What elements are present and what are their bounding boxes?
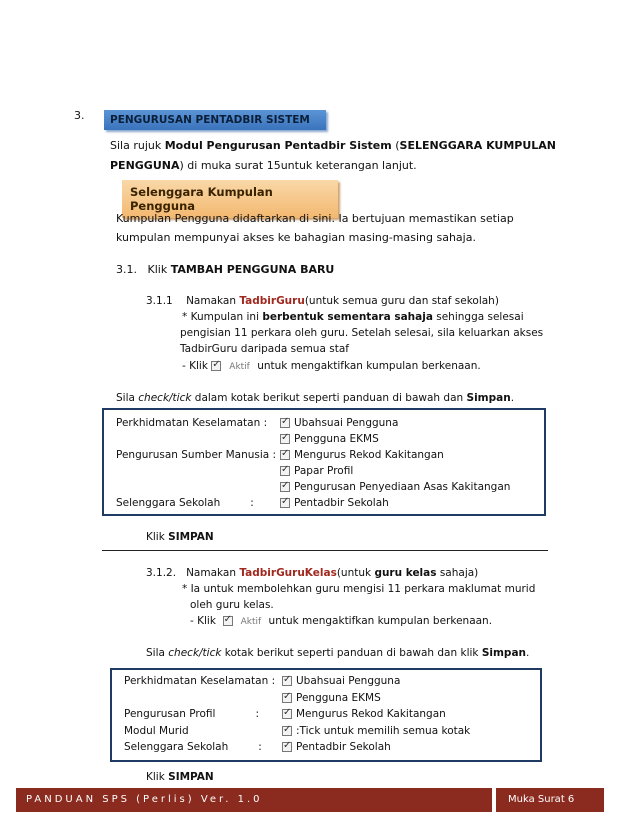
instruction-2: Sila check/tick kotak berikut seperti panduan di bawah dan klik Simpan. — [146, 647, 530, 659]
permission-category: Perkhidmatan Keselamatan : — [116, 417, 268, 429]
aktif-label: Aktif — [229, 362, 250, 372]
permission-option: :Tick untuk memilih semua kotak — [296, 724, 471, 737]
permission-row — [124, 674, 400, 688]
divider — [102, 550, 548, 551]
footer-page-number: Muka Surat 6 — [496, 788, 604, 812]
step-3-1: 3.1. Klik TAMBAH PENGGUNA BARU — [116, 263, 335, 276]
permission-row — [116, 496, 389, 510]
section-intro-line2: PENGGUNA) di muka surat 15untuk keterangan lanjut. — [110, 159, 417, 172]
permission-option: Pentadbir Sekolah — [296, 741, 391, 753]
permission-checkbox[interactable] — [282, 693, 292, 703]
permission-category: Selenggara Sekolah : — [116, 497, 254, 509]
aktif-checkbox[interactable] — [211, 361, 221, 371]
permissions-box-2 — [110, 668, 542, 762]
permission-checkbox[interactable] — [280, 434, 290, 444]
permission-row — [116, 448, 444, 462]
permission-category: Selenggara Sekolah : — [124, 741, 262, 753]
permission-checkbox[interactable] — [282, 676, 292, 686]
step-3-1-1-line3: pengisian 11 perkara oleh guru. Setelah selesai, sila keluarkan akses — [180, 327, 544, 339]
permission-option: Mengurus Rekod Kakitangan — [294, 449, 444, 461]
section-intro-line1: Sila rujuk Modul Pengurusan Pentadbir Sistem (SELENGGARA KUMPULAN — [110, 139, 556, 152]
permission-row — [116, 480, 510, 494]
permission-row — [116, 416, 398, 430]
permission-checkbox[interactable] — [280, 418, 290, 428]
permission-checkbox[interactable] — [282, 726, 292, 736]
permission-row — [124, 691, 381, 705]
footer-title: PANDUAN SPS (Perlis) Ver. 1.0 — [16, 788, 492, 812]
permission-checkbox[interactable] — [280, 482, 290, 492]
permission-checkbox[interactable] — [280, 466, 290, 476]
permission-row — [116, 432, 379, 446]
subsection-desc-line2: kumpulan mempunyai akses ke bahagian masing-masing sahaja. — [116, 231, 476, 244]
klik-simpan-1: Klik SIMPAN — [146, 531, 214, 543]
permission-checkbox[interactable] — [280, 450, 290, 460]
permission-category: Modul Murid — [124, 724, 189, 737]
step-3-1-2-note2: oleh guru kelas. — [190, 599, 274, 611]
step-3-1-1-note: * Kumpulan ini berbentuk sementara sahaja sehingga selesai — [182, 311, 524, 323]
step-3-1-2: 3.1.2. Namakan TadbirGuruKelas(untuk guru kelas sahaja) — [146, 567, 479, 579]
permission-category: Pengurusan Sumber Manusia : — [116, 449, 277, 461]
section-number: 3. — [74, 109, 85, 122]
aktif-checkbox[interactable] — [223, 616, 233, 626]
permission-option: Pentadbir Sekolah — [294, 497, 389, 509]
subsection-desc-line1: Kumpulan Pengguna didaftarkan di sini. Ia bertujuan memastikan setiap — [116, 212, 514, 225]
permission-checkbox[interactable] — [282, 709, 292, 719]
step-3-1-2-klik: - Klik ✓ Aktif untuk mengaktifkan kumpulan berkenaan. — [190, 614, 492, 629]
permission-option: Mengurus Rekod Kakitangan — [296, 708, 446, 720]
permission-option: Pengguna EKMS — [296, 691, 381, 704]
permission-checkbox[interactable] — [282, 742, 292, 752]
permission-category: Perkhidmatan Keselamatan : — [124, 675, 276, 687]
permission-option: Papar Profil — [294, 465, 354, 477]
section-title: PENGURUSAN PENTADBIR SISTEM — [104, 110, 326, 130]
permission-option: Pengurusan Penyediaan Asas Kakitangan — [294, 481, 511, 493]
step-3-1-2-note1: * Ia untuk membolehkan guru mengisi 11 perkara maklumat murid — [182, 583, 536, 595]
step-3-1-1: 3.1.1 Namakan TadbirGuru(untuk semua guru dan staf sekolah) — [146, 295, 499, 307]
klik-simpan-2: Klik SIMPAN — [146, 771, 214, 783]
permission-checkbox[interactable] — [280, 498, 290, 508]
permission-row — [124, 707, 446, 721]
permission-row — [124, 724, 470, 738]
aktif-label: Aktif — [240, 617, 262, 627]
permission-row — [116, 464, 353, 478]
permissions-box-1 — [102, 408, 546, 516]
step-3-1-1-line4: TadbirGuru daripada semua staf — [180, 343, 349, 355]
step-3-1-1-klik: - Klik ✓ Aktif untuk mengaktifkan kumpulan berkenaan. — [182, 359, 481, 374]
permission-row — [124, 740, 391, 754]
permission-option: Pengguna EKMS — [294, 433, 379, 445]
permission-option: Ubahsuai Pengguna — [296, 675, 401, 687]
instruction-1: Sila check/tick dalam kotak berikut seperti panduan di bawah dan Simpan. — [116, 392, 515, 404]
permission-option: Ubahsuai Pengguna — [294, 417, 399, 429]
subsection-title: Selenggara Kumpulan Pengguna — [122, 180, 338, 218]
permission-category: Pengurusan Profil : — [124, 708, 260, 720]
